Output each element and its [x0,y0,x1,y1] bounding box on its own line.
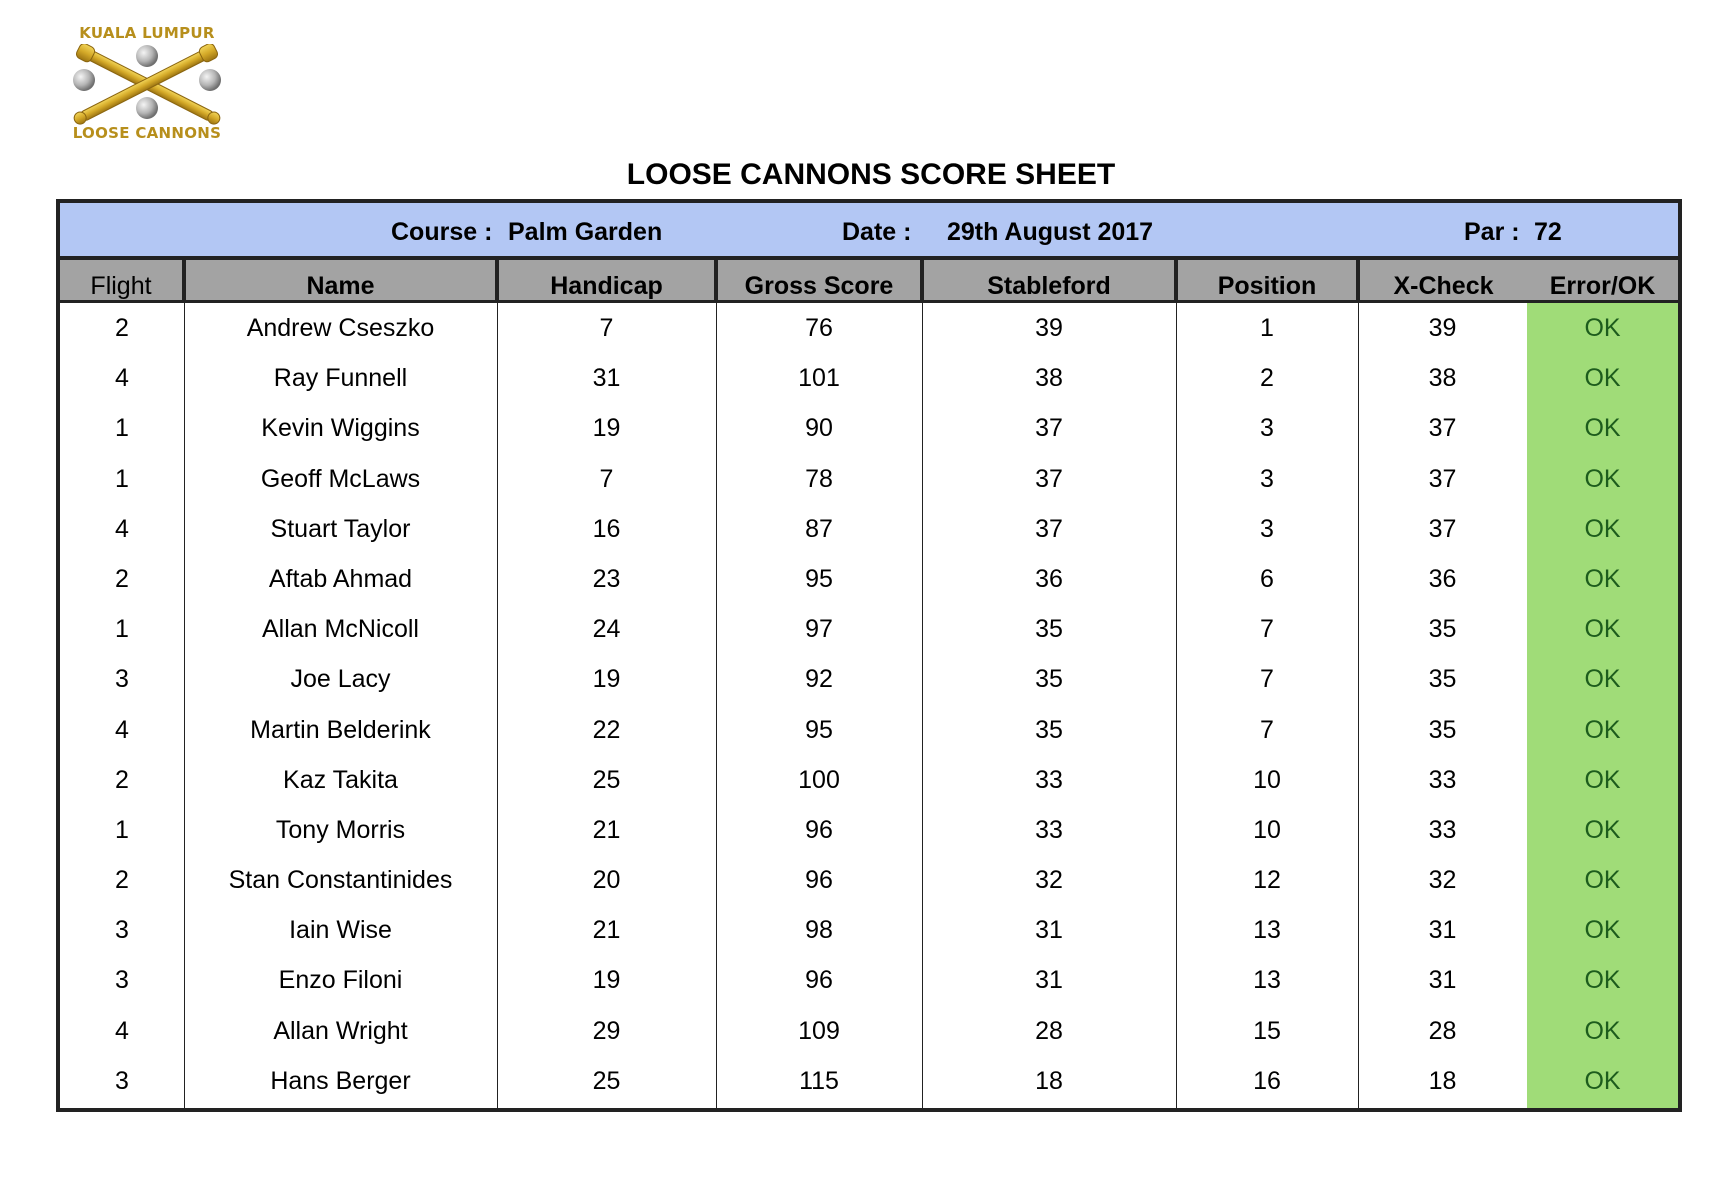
cell-stableford: 31 [1035,916,1063,945]
cell-status: OK [1584,1016,1621,1045]
cell-name: Kaz Takita [283,765,398,794]
table-row [60,353,1678,403]
column-header-position: Position [1217,272,1317,300]
cell-name: Stan Constantinides [228,866,453,895]
cell-gross: 95 [805,715,833,744]
cell-status: OK [1584,564,1621,593]
cell-gross: 97 [805,615,833,644]
cell-position: 3 [1260,514,1274,543]
cell-xcheck: 37 [1428,414,1457,443]
cell-name: Allan Wright [273,1016,408,1045]
cell-position: 2 [1260,364,1274,393]
cell-handicap: 31 [592,364,621,393]
cell-name: Ray Funnell [273,364,408,393]
cell-gross: 78 [805,464,833,493]
cell-xcheck: 37 [1428,464,1457,493]
cell-name: Geoff McLaws [260,464,421,493]
cell-handicap: 21 [592,916,621,945]
cell-xcheck: 28 [1428,1016,1457,1045]
cell-handicap: 19 [592,966,621,995]
course-info-bar [60,203,1678,260]
column-header-handicap: Handicap [550,272,663,300]
cell-handicap: 19 [592,414,621,443]
cell-xcheck: 38 [1428,364,1457,393]
cell-xcheck: 31 [1428,966,1457,995]
column-header-error-ok: Error/OK [1549,272,1656,300]
header-divider [495,260,499,303]
cell-xcheck: 36 [1428,564,1457,593]
table-row [60,403,1678,453]
cell-gross: 95 [805,564,833,593]
column-header-row [60,260,1678,303]
table-row [60,604,1678,654]
cell-gross: 96 [805,866,833,895]
table-row [60,705,1678,755]
header-divider [182,260,186,303]
column-header-name: Name [306,272,375,300]
cell-gross: 115 [799,1066,839,1095]
table-row [60,805,1678,855]
cell-stableford: 35 [1035,615,1063,644]
cell-stableford: 33 [1035,815,1063,844]
cell-status: OK [1584,464,1621,493]
table-row [60,504,1678,554]
cell-flight: 4 [115,514,129,543]
cell-xcheck: 39 [1428,314,1457,342]
cell-position: 10 [1253,765,1281,794]
cell-handicap: 7 [599,314,614,342]
cell-status: OK [1584,916,1621,945]
cell-handicap: 7 [599,464,614,493]
header-divider [1356,260,1360,303]
cell-position: 3 [1260,464,1274,493]
cell-stableford: 28 [1035,1016,1063,1045]
cell-stableford: 33 [1035,765,1063,794]
cell-flight: 1 [115,615,129,644]
cell-xcheck: 37 [1428,514,1457,543]
cell-position: 3 [1260,414,1274,443]
table-row [60,454,1678,504]
cell-gross: 100 [798,765,840,794]
cell-status: OK [1584,765,1621,794]
cell-name: Andrew Cseszko [246,314,435,342]
cell-handicap: 23 [592,564,621,593]
cell-status: OK [1584,715,1621,744]
score-table [56,199,1682,1112]
cell-flight: 1 [115,464,129,493]
cell-stableford: 39 [1035,314,1063,342]
cell-stableford: 35 [1035,715,1063,744]
par-label: Par : [1464,218,1520,246]
course-value: Palm Garden [508,218,663,246]
club-logo [62,22,232,147]
cell-gross: 96 [805,966,833,995]
cell-flight: 3 [115,1066,129,1095]
cell-position: 6 [1260,564,1274,593]
cell-position: 1 [1260,314,1274,342]
cell-xcheck: 35 [1428,665,1457,694]
cell-stableford: 32 [1035,866,1063,895]
cell-position: 10 [1253,815,1281,844]
cell-status: OK [1584,665,1621,694]
cell-status: OK [1584,364,1621,393]
cell-gross: 109 [798,1016,840,1045]
table-row [60,654,1678,704]
cell-flight: 3 [115,665,129,694]
cell-name: Iain Wise [289,916,392,945]
cell-position: 12 [1253,866,1281,895]
cell-flight: 3 [115,916,129,945]
cell-xcheck: 32 [1428,866,1457,895]
cell-handicap: 25 [592,1066,621,1095]
cell-gross: 98 [805,916,833,945]
cell-name: Tony Morris [275,815,406,844]
table-body [60,303,1678,1106]
cell-flight: 4 [115,715,129,744]
cell-stableford: 18 [1035,1066,1063,1095]
date-value: 29th August 2017 [947,218,1154,246]
cell-name: Hans Berger [270,1066,411,1095]
cell-handicap: 25 [592,765,621,794]
cell-status: OK [1584,966,1621,995]
cell-name: Martin Belderink [250,715,431,744]
cell-flight: 4 [115,364,129,393]
par-value: 72 [1534,218,1562,246]
cell-xcheck: 33 [1428,765,1457,794]
course-label: Course : [391,218,493,246]
logo-bottom-text: LOOSE CANNONS [72,124,222,142]
cell-xcheck: 18 [1428,1066,1457,1095]
cell-name: Stuart Taylor [270,514,411,543]
cell-status: OK [1584,1066,1621,1095]
cell-stableford: 35 [1035,665,1063,694]
cell-position: 7 [1260,665,1274,694]
cell-gross: 87 [805,514,833,543]
header-divider [1174,260,1178,303]
cell-stableford: 38 [1035,364,1063,393]
cell-flight: 2 [115,765,129,794]
cell-flight: 3 [115,966,129,995]
cell-status: OK [1584,314,1621,342]
cell-status: OK [1584,815,1621,844]
cell-position: 13 [1253,966,1281,995]
cell-handicap: 20 [592,866,621,895]
cell-gross: 101 [798,364,840,393]
table-row [60,855,1678,905]
page-title: LOOSE CANNONS SCORE SHEET [626,158,1116,191]
cell-flight: 1 [115,815,129,844]
header-divider [920,260,924,303]
table-row [60,1006,1678,1056]
cell-stableford: 37 [1035,514,1063,543]
cell-xcheck: 31 [1428,916,1457,945]
cell-gross: 76 [805,314,833,342]
cell-xcheck: 35 [1428,615,1457,644]
table-row [60,905,1678,955]
cell-position: 7 [1260,615,1274,644]
date-label: Date : [842,218,912,246]
cell-handicap: 19 [592,665,621,694]
cell-flight: 2 [115,564,129,593]
cell-stableford: 37 [1035,414,1063,443]
cell-stableford: 37 [1035,464,1063,493]
cell-name: Kevin Wiggins [261,414,420,443]
column-header-flight: Flight [90,272,152,300]
cell-xcheck: 35 [1428,715,1457,744]
cell-gross: 96 [805,815,833,844]
table-row [60,955,1678,1005]
cell-handicap: 22 [592,715,621,744]
cell-name: Allan McNicoll [262,615,419,644]
cell-handicap: 21 [592,815,621,844]
cell-handicap: 29 [592,1016,621,1045]
table-row [60,1056,1678,1106]
cell-flight: 2 [115,866,129,895]
cell-stableford: 36 [1035,564,1063,593]
column-header-stableford: Stableford [987,272,1111,300]
table-row [60,303,1678,353]
cell-status: OK [1584,414,1621,443]
table-row [60,755,1678,805]
cell-flight: 2 [115,314,129,342]
cell-status: OK [1584,514,1621,543]
crossed-cannons-icon [62,44,232,126]
cell-gross: 92 [805,665,833,694]
cell-name: Joe Lacy [290,665,391,694]
header-divider [714,260,718,303]
cell-status: OK [1584,615,1621,644]
cell-stableford: 31 [1035,966,1063,995]
cell-position: 15 [1253,1016,1281,1045]
cell-flight: 1 [115,414,129,443]
cell-flight: 4 [115,1016,129,1045]
cell-position: 13 [1253,916,1281,945]
cell-xcheck: 33 [1428,815,1457,844]
table-row [60,554,1678,604]
cell-position: 16 [1253,1066,1281,1095]
logo-top-text: KUALA LUMPUR [79,24,215,42]
cell-position: 7 [1260,715,1274,744]
cell-name: Enzo Filoni [278,966,403,995]
column-header-x-check: X-Check [1393,272,1494,300]
cell-gross: 90 [805,414,833,443]
cell-handicap: 24 [592,615,621,644]
cell-handicap: 16 [592,514,621,543]
cell-status: OK [1584,866,1621,895]
cell-name: Aftab Ahmad [268,564,413,593]
column-header-gross-score: Gross Score [744,272,894,300]
